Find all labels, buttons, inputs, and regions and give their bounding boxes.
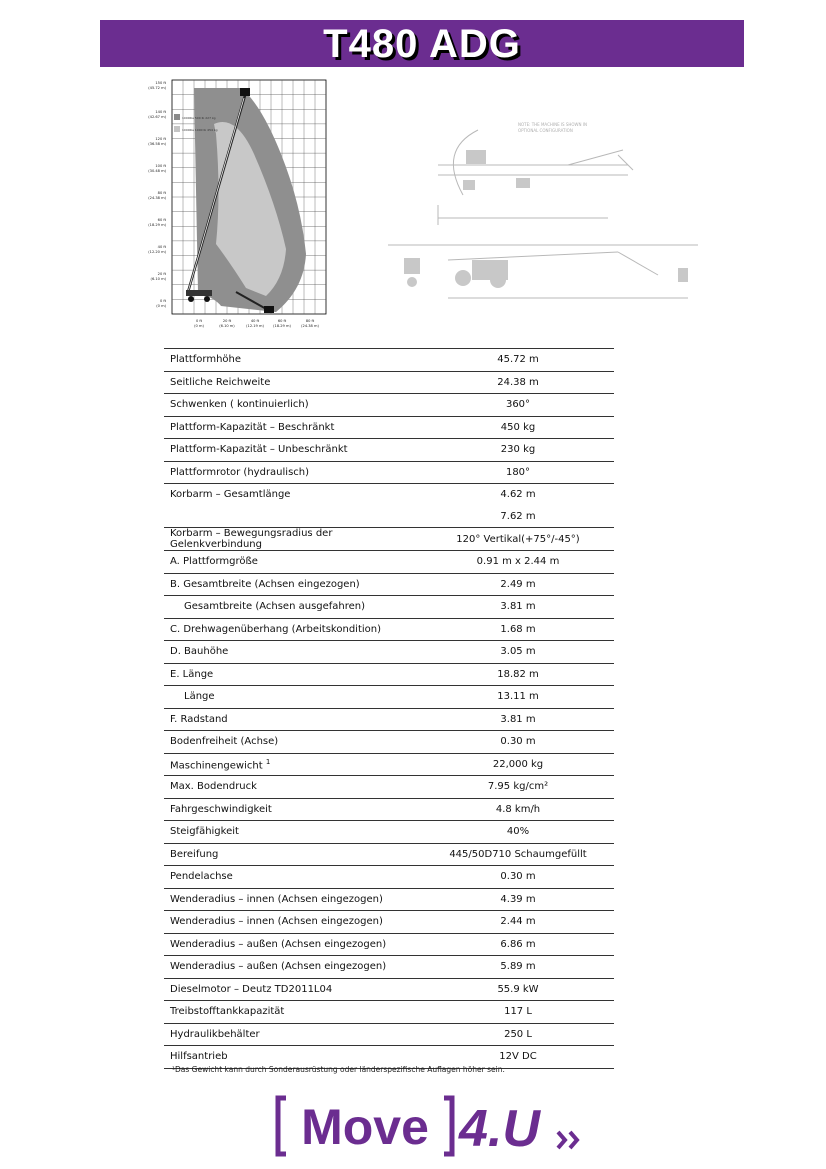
spec-row: [164, 551, 614, 574]
spec-row: [164, 663, 614, 686]
spec-row: [164, 439, 614, 462]
y-tick-label: 40 ft: [157, 245, 166, 249]
spec-value: 2.49 m: [422, 573, 614, 596]
spec-label: Maschinengewicht $^1$: [164, 753, 422, 776]
spec-label: Plattformhöhe: [164, 349, 422, 372]
spec-value: 4.8 km/h: [422, 798, 614, 821]
specification-table: [164, 348, 614, 1069]
spec-row: [164, 821, 614, 844]
spec-row: [164, 843, 614, 866]
x-tick-label: (24.38 m): [301, 324, 319, 328]
spec-value: 3.81 m: [422, 708, 614, 731]
spec-label: Länge: [164, 686, 422, 709]
spec-label: Gesamtbreite (Achsen ausgefahren): [164, 596, 422, 619]
svg-text:NOTE: THE MACHINE IS SHOWN IN: NOTE: THE MACHINE IS SHOWN IN: [518, 122, 587, 127]
spec-row: [164, 888, 614, 911]
spec-label: Wenderadius – außen (Achsen eingezogen): [164, 956, 422, 979]
spec-row: [164, 866, 614, 889]
spec-row: [164, 708, 614, 731]
spec-label: Max. Bodendruck: [164, 776, 422, 799]
spec-label: Korbarm – Gesamtlänge: [164, 484, 422, 506]
svg-text:OPTIONAL CONFIGURATION: OPTIONAL CONFIGURATION: [518, 128, 573, 133]
spec-label: A. Plattformgröße: [164, 551, 422, 574]
spec-row: [164, 618, 614, 641]
spec-label: E. Länge: [164, 663, 422, 686]
spec-row: [164, 528, 614, 551]
spec-value: 45.72 m: [422, 349, 614, 372]
legend-swatch-1: [174, 114, 180, 120]
spec-value: 0.30 m: [422, 866, 614, 889]
spec-row: [164, 911, 614, 934]
legend-label-2: 1000lbs 1000 lb 454 kg: [182, 128, 218, 132]
y-tick-label: (36.58 m): [148, 142, 166, 146]
spec-label: Dieselmotor – Deutz TD2011L04: [164, 978, 422, 1001]
y-tick-label: (18.29 m): [148, 223, 166, 227]
spec-value: 6.86 m: [422, 933, 614, 956]
x-tick-label: (6.10 m): [219, 324, 235, 328]
y-tick-label: (12.20 m): [148, 250, 166, 254]
spec-row: [164, 686, 614, 709]
spec-value: 4.39 m: [422, 888, 614, 911]
spec-value: 7.95 kg/cm²: [422, 776, 614, 799]
spec-row: [164, 956, 614, 979]
spec-label: Plattform-Kapazität – Beschränkt: [164, 416, 422, 439]
spec-value: 360°: [422, 394, 614, 417]
y-tick-label: 80 ft: [157, 191, 166, 195]
spec-value: 1.68 m: [422, 618, 614, 641]
spec-value: 5.89 m: [422, 956, 614, 979]
x-tick-label: 60 ft: [277, 319, 287, 323]
y-tick-label: 120 ft: [155, 137, 166, 141]
spec-row: [164, 933, 614, 956]
spec-label: Bodenfreiheit (Achse): [164, 731, 422, 754]
y-tick-label: (24.38 m): [148, 196, 166, 200]
spec-row: [164, 506, 614, 528]
spec-label: Schwenken ( kontinuierlich): [164, 394, 422, 417]
spec-row: [164, 776, 614, 799]
x-tick-label: 80 ft: [305, 319, 315, 323]
spec-value: 180°: [422, 461, 614, 484]
platform-top: [240, 88, 250, 96]
logo-word-move: Move: [301, 1099, 429, 1155]
x-tick-label: (18.29 m): [273, 324, 291, 328]
spec-label: Plattform-Kapazität – Unbeschränkt: [164, 439, 422, 462]
page-title: T480 ADG: [323, 22, 521, 66]
machine-base: [186, 290, 212, 296]
spec-value: 2.44 m: [422, 911, 614, 934]
spec-row: [164, 484, 614, 506]
spec-value: 7.62 m: [500, 510, 536, 522]
spec-label: Bereifung: [164, 843, 422, 866]
spec-value: 445/50D710 Schaumgefüllt: [422, 843, 614, 866]
spec-label: Plattformrotor (hydraulisch): [164, 461, 422, 484]
spec-value: 12V DC: [422, 1046, 614, 1069]
y-tick-label: 150 ft: [155, 81, 166, 85]
spec-value: 13.11 m: [422, 686, 614, 709]
spec-value: 250 L: [422, 1023, 614, 1046]
spec-value: 40%: [422, 821, 614, 844]
y-tick-label: (0 m): [156, 304, 166, 308]
spec-row: [164, 461, 614, 484]
x-tick-label: 0 ft: [195, 319, 203, 323]
spec-row: [164, 573, 614, 596]
spec-value: 3.05 m: [422, 641, 614, 664]
spec-label: Hydraulikbehälter: [164, 1023, 422, 1046]
logo-svg: [272, 1092, 592, 1160]
spec-value: 120° Vertikal(+75°/-45°): [422, 528, 614, 551]
y-tick-label: (42.67 m): [148, 115, 166, 119]
spec-value: 24.38 m: [422, 371, 614, 394]
spec-row: [164, 349, 614, 372]
spec-label: Wenderadius – innen (Achsen eingezogen): [164, 888, 422, 911]
spec-row: [164, 753, 614, 776]
move4u-logo: [272, 1092, 592, 1160]
spec-value: 117 L: [422, 1001, 614, 1024]
dimension-drawings-svg: [368, 110, 704, 320]
spec-label: Korbarm – Bewegungsradius der Gelenkverbindung: [164, 528, 422, 551]
y-tick-label: (45.72 m): [148, 86, 166, 90]
x-tick-label: 20 ft: [222, 319, 232, 323]
spec-label: C. Drehwagenüberhang (Arbeitskondition): [164, 618, 422, 641]
spec-label: Wenderadius – außen (Achsen eingezogen): [164, 933, 422, 956]
legend-swatch-2: [174, 126, 180, 132]
legend-label-1: 1000lbs 500 lb 227 kg: [182, 116, 216, 120]
y-tick-label: 100 ft: [155, 164, 166, 168]
spec-label: Steigfähigkeit: [164, 821, 422, 844]
dimension-drawings: [368, 110, 704, 320]
spec-value: 4.62 m: [422, 484, 614, 506]
spec-row: [164, 798, 614, 821]
spec-label: Pendelachse: [164, 866, 422, 889]
y-tick-label: (6.10 m): [150, 277, 166, 281]
spec-value: 230 kg: [422, 439, 614, 462]
spec-value: 450 kg: [422, 416, 614, 439]
spec-value: 18.82 m: [422, 663, 614, 686]
spec-label: Treibstofftankkapazität: [164, 1001, 422, 1024]
spec-value: 3.81 m: [422, 596, 614, 619]
title-banner: [100, 20, 744, 67]
spec-row: [164, 641, 614, 664]
y-tick-label: (30.48 m): [148, 169, 166, 173]
platform-low: [264, 306, 274, 313]
working-range-chart: [136, 74, 336, 336]
y-tick-label: 0 ft: [159, 299, 166, 303]
x-tick-label: (0 m): [194, 324, 204, 328]
spec-row: [164, 978, 614, 1001]
x-tick-label: 40 ft: [250, 319, 260, 323]
spec-row: [164, 1023, 614, 1046]
spec-label: Wenderadius – innen (Achsen eingezogen): [164, 911, 422, 934]
spec-label: F. Radstand: [164, 708, 422, 731]
spec-label: [164, 506, 422, 528]
spec-value: 22,000 kg: [422, 753, 614, 776]
y-tick-label: 140 ft: [155, 110, 166, 114]
y-tick-label: 60 ft: [157, 218, 166, 222]
x-tick-label: (12.19 m): [246, 324, 264, 328]
logo-word-4u: 4.U: [459, 1100, 540, 1158]
spec-value: 0.30 m: [422, 731, 614, 754]
spec-row: [164, 371, 614, 394]
spec-label: Seitliche Reichweite: [164, 371, 422, 394]
spec-label: Hilfsantrieb: [164, 1046, 422, 1069]
spec-row: [164, 1001, 614, 1024]
footnote: ¹Das Gewicht kann durch Sonderausrüstung oder länderspezifische Auflagen höher sein.: [172, 1065, 505, 1074]
spec-value: 55.9 kW: [422, 978, 614, 1001]
spec-value: 0.91 m x 2.44 m: [422, 551, 614, 574]
spec-row: [164, 596, 614, 619]
spec-label: D. Bauhöhe: [164, 641, 422, 664]
spec-label: Fahrgeschwindigkeit: [164, 798, 422, 821]
working-range-svg: [136, 74, 336, 336]
spec-row: [164, 731, 614, 754]
footnote-marker: 1: [265, 757, 271, 766]
y-tick-label: 20 ft: [157, 272, 166, 276]
spec-label: B. Gesamtbreite (Achsen eingezogen): [164, 573, 422, 596]
spec-row: [164, 416, 614, 439]
spec-row: [164, 394, 614, 417]
